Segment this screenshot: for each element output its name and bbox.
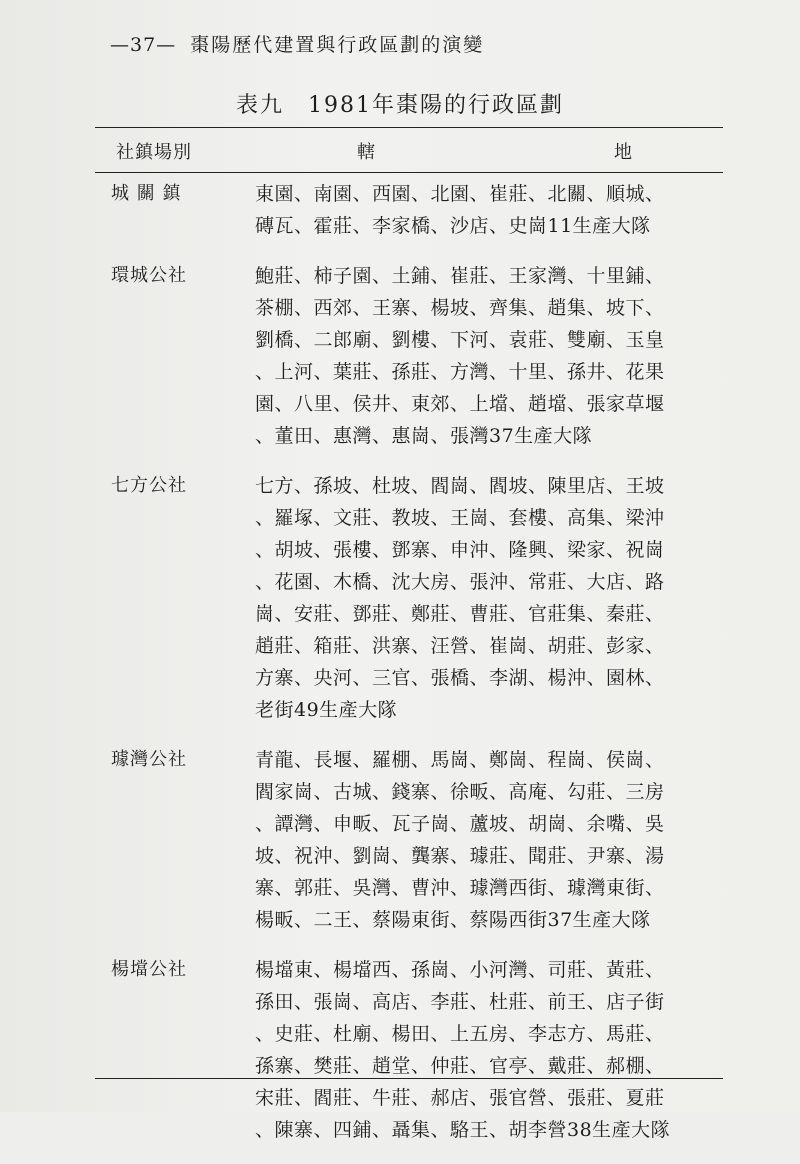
table-row [95, 178, 735, 242]
jurisdiction-cell [255, 260, 725, 452]
jurisdiction-line: 七方、孫坡、杜坡、閻崗、閻坡、陳里店、王坡 [255, 475, 665, 497]
jurisdiction-line: 東園、南園、西園、北園、崔莊、北關、順城、 [255, 183, 665, 205]
column-header-area-second-char: 地 [614, 142, 633, 163]
jurisdiction-line: 、史莊、杜廟、楊田、上五房、李志方、馬莊、 [255, 1023, 665, 1045]
table-row [95, 744, 735, 936]
jurisdiction-cell [255, 954, 725, 1146]
table-top-rule [95, 127, 723, 128]
jurisdiction-line: 、董田、惠灣、惠崗、張灣37生產大隊 [255, 425, 593, 447]
table-title: 表九 1981年棗陽的行政區劃 [236, 93, 564, 118]
jurisdiction-line: 、上河、葉莊、孫莊、方灣、十里、孫井、花果 [255, 361, 665, 383]
jurisdiction-line: 閻家崗、古城、錢寨、徐畈、高庵、勾莊、三房 [255, 781, 665, 803]
unit-name: 城 關 鎮 [111, 183, 182, 204]
unit-name: 楊壋公社 [111, 959, 187, 980]
unit-name: 七方公社 [111, 475, 187, 496]
unit-name: 璩灣公社 [111, 749, 187, 770]
table-header-rule [95, 172, 723, 173]
page-number: —37— [110, 34, 177, 56]
jurisdiction-line: 、羅塚、文莊、教坡、王崗、套樓、高集、梁沖 [255, 507, 665, 529]
jurisdiction-line: 宋莊、閻莊、牛莊、郝店、張官營、張莊、夏莊 [255, 1087, 665, 1109]
jurisdiction-line: 、胡坡、張樓、鄧寨、申沖、隆興、梁家、祝崗 [255, 539, 665, 561]
jurisdiction-line: 劉橋、二郎廟、劉樓、下河、袁莊、雙廟、玉皇 [255, 329, 665, 351]
jurisdiction-line: 老街49生產大隊 [255, 699, 398, 721]
table-row [95, 470, 735, 726]
jurisdiction-line: 茶棚、西郊、王寨、楊坡、齊集、趙集、坡下、 [255, 297, 665, 319]
jurisdiction-line: 、陳寨、四鋪、聶集、駱王、胡李營38生產大隊 [255, 1119, 671, 1141]
jurisdiction-line: 崗、安莊、鄧莊、鄭莊、曹莊、官莊集、秦莊、 [255, 603, 665, 625]
unit-name: 環城公社 [111, 265, 187, 286]
column-header-unit: 社鎮場別 [116, 142, 192, 163]
jurisdiction-line: 孫寨、樊莊、趙堂、仲莊、官亭、戴莊、郝棚、 [255, 1055, 665, 1077]
jurisdiction-line: 園、八里、侯井、東郊、上壋、趙壋、張家草堰 [255, 393, 665, 415]
jurisdiction-line: 趙莊、箱莊、洪寨、汪營、崔崗、胡莊、彭家、 [255, 635, 665, 657]
table-row [95, 954, 735, 1146]
jurisdiction-cell [255, 178, 725, 242]
jurisdiction-line: 、譚灣、申畈、瓦子崗、蘆坡、胡崗、余嘴、吳 [255, 813, 665, 835]
column-header-area-first-char: 轄 [357, 142, 376, 163]
jurisdiction-cell [255, 744, 725, 936]
table-bottom-rule [95, 1078, 723, 1079]
table-row [95, 260, 735, 452]
jurisdiction-line: 鮑莊、柿子園、土鋪、崔莊、王家灣、十里鋪、 [255, 265, 665, 287]
jurisdiction-cell [255, 470, 725, 726]
jurisdiction-line: 、花園、木橋、沈大房、張沖、常莊、大店、路 [255, 571, 665, 593]
jurisdiction-line: 磚瓦、霍莊、李家橋、沙店、史崗11生產大隊 [255, 215, 651, 237]
jurisdiction-line: 青龍、長堰、羅棚、馬崗、鄭崗、程崗、侯崗、 [255, 749, 665, 771]
table-body [95, 178, 735, 1164]
jurisdiction-line: 楊畈、二王、蔡陽東街、蔡陽西街37生產大隊 [255, 909, 651, 931]
jurisdiction-line: 孫田、張崗、高店、李莊、杜莊、前王、店子街 [255, 991, 665, 1013]
running-title: 棗陽歷代建置與行政區劃的演變 [190, 34, 485, 56]
jurisdiction-line: 寨、郭莊、吳灣、曹沖、璩灣西街、璩灣東街、 [255, 877, 665, 899]
jurisdiction-line: 方寨、央河、三官、張橋、李湖、楊沖、園林、 [255, 667, 665, 689]
jurisdiction-line: 坡、祝沖、劉崗、龔寨、璩莊、聞莊、尹寨、湯 [255, 845, 665, 867]
jurisdiction-line: 楊壋東、楊壋西、孫崗、小河灣、司莊、黃莊、 [255, 959, 665, 981]
running-header [110, 30, 484, 57]
